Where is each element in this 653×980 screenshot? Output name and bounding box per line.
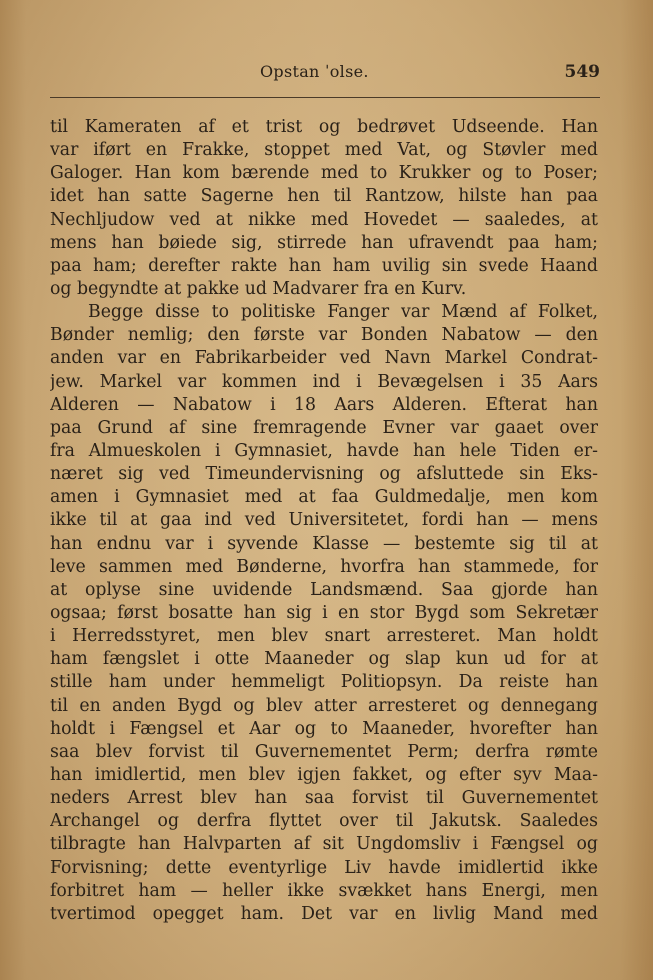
- text-line: idet han satte Sagerne hen til Rantzow, hilste han paa: [50, 186, 598, 207]
- text-line: til Kameraten af et trist og bedrøvet Udseende. Han: [50, 117, 598, 137]
- text-line: Archangel og derfra flyttet over til Jakutsk. Saaledes: [50, 811, 598, 832]
- text-line: forbitret ham — heller ikke svækket hans Energi, men: [50, 880, 598, 901]
- text-line: Bønder nemlig; den første var Bonden Nabatow — den: [50, 325, 598, 346]
- text-line: var iført en Frakke, stoppet med Vat, og Støvler med: [50, 140, 598, 161]
- text-line: at oplyse sine uvidende Landsmænd. Saa gjorde han: [50, 579, 598, 600]
- text-line: Forvisning; dette eventyrlige Liv havde imidlertid ikke: [50, 857, 598, 878]
- text-line: leve sammen med Bønderne, hvorfra han stammede, for: [50, 556, 598, 577]
- page-number: 549: [564, 62, 600, 82]
- text-line: paa ham; derefter rakte han ham uvilig sin svede Haand: [50, 255, 598, 276]
- text-line: jew. Markel var kommen ind i Bevægelsen i 35 Aars: [50, 371, 598, 392]
- header-rule: [50, 97, 600, 98]
- text-line: Nechljudow ved at nikke med Hovedet — saaledes, at: [50, 209, 598, 230]
- text-line: til en anden Bygd og blev atter arresteret og dennegang: [50, 695, 598, 716]
- text-line: saa blev forvist til Guvernementet Perm; derfra rømte: [50, 741, 598, 762]
- text-line: neders Arrest blev han saa forvist til Guvernementet: [50, 788, 598, 809]
- text-line: ikke til at gaa ind ved Universitetet, fordi han — mens: [50, 510, 598, 531]
- text-line: Begge disse to politiske Fanger var Mænd af Folket,: [88, 302, 598, 323]
- text-line: tilbragte han Halvparten af sit Ungdomsliv i Fængsel og: [50, 834, 598, 855]
- text-line: stille ham under hemmeligt Politiopsyn. Da reiste han: [50, 672, 598, 693]
- text-line: ham fængslet i otte Maaneder og slap kun ud for at: [50, 649, 598, 670]
- text-line: næret sig ved Timeundervisning og afsluttede sin Eks-: [50, 464, 598, 485]
- body-text: [50, 116, 598, 926]
- text-line: Alderen — Nabatow i 18 Aars Alderen. Efterat han: [50, 394, 598, 415]
- running-title: Opstan ˈolse.: [260, 62, 369, 81]
- text-line: holdt i Fængsel et Aar og to Maaneder, hvorefter han: [50, 718, 598, 739]
- page-header: [50, 62, 600, 88]
- text-line: i Herredsstyret, men blev snart arresteret. Man holdt: [50, 626, 598, 647]
- text-line: og begyndte at pakke ud Madvarer fra en Kurv.: [50, 278, 467, 299]
- text-line: han endnu var i syvende Klasse — bestemte sig til at: [50, 533, 598, 554]
- text-line: mens han bøiede sig, stirrede han ufravendt paa ham;: [50, 232, 598, 253]
- text-line: amen i Gymnasiet med at faa Guldmedalje, men kom: [50, 487, 598, 508]
- text-line: Galoger. Han kom bærende med to Krukker og to Poser;: [50, 163, 598, 184]
- text-line: han imidlertid, men blev igjen fakket, og efter syv Maa-: [50, 764, 598, 785]
- text-line: paa Grund af sine fremragende Evner var gaaet over: [50, 417, 598, 438]
- text-line: ogsaa; først bosatte han sig i en stor Bygd som Sekretær: [50, 602, 598, 623]
- text-line: fra Almueskolen i Gymnasiet, havde han hele Tiden er-: [50, 440, 598, 461]
- text-line: tvertimod opegget ham. Det var en livlig Mand med: [50, 903, 598, 924]
- text-line: anden var en Fabrikarbeider ved Navn Markel Condrat-: [50, 348, 598, 369]
